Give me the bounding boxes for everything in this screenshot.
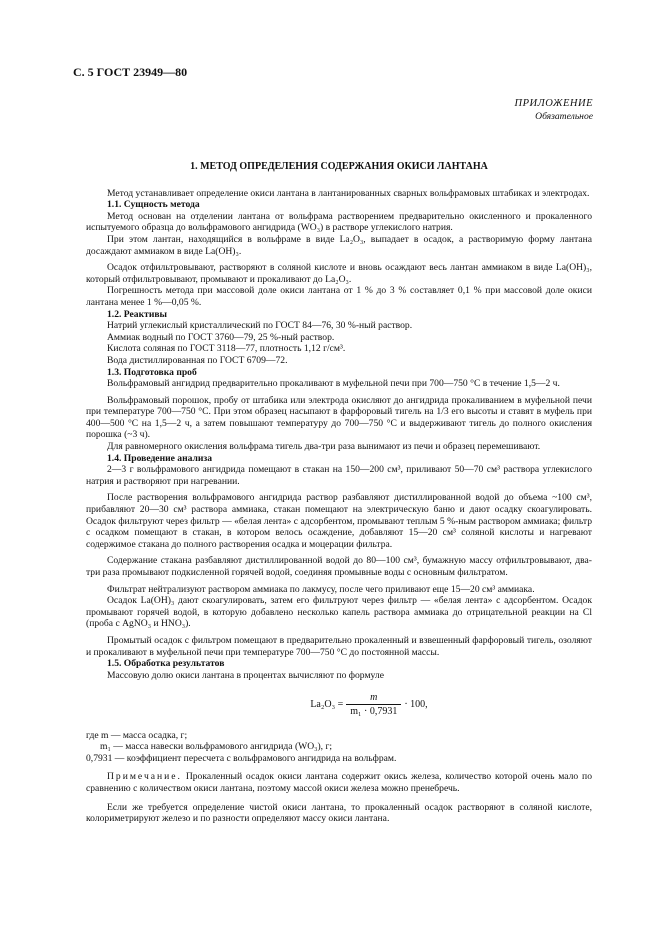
page-header: С. 5 ГОСТ 23949—80 xyxy=(73,65,188,79)
where-line: 0,7931 — коэффициент пересчета с вольфрамового ангидрида на вольфрам. xyxy=(86,752,397,764)
paragraph: Фильтрат нейтрализуют раствором аммиака по лакмусу, после чего приливают еще 15—20 см³ аммиака. xyxy=(107,583,535,595)
formula-numerator: m xyxy=(370,692,378,704)
intro-paragraph: Метод устанавливает определение окиси лантана в лантанированных сварных вольфрамовых штабиках и электродах. xyxy=(107,187,590,199)
section-title: 1. МЕТОД ОПРЕДЕЛЕНИЯ СОДЕРЖАНИЯ ОКИСИ ЛАНТАНА xyxy=(190,161,488,172)
heading-1-4: 1.4. Проведение анализа xyxy=(107,452,213,464)
paragraph: Для равномерного окисления вольфрама тигель два-три раза вынимают из печи и образец перемешивают. xyxy=(107,441,541,453)
reagent-item: Аммиак водный по ГОСТ 3760—79, 25 %-ный раствор. xyxy=(107,331,335,343)
appendix-type: Обязательное xyxy=(535,110,593,122)
paragraph: Массовую долю окиси лантана в процентах вычисляют по формуле xyxy=(107,669,384,681)
formula-denominator: m₁ · 0,7931 xyxy=(346,704,401,718)
paragraph: Осадок La(OH)₃ дают скоагулировать, затем его фильтруют через фильтр — «белая лента» с адсорбентом. Осадок промывают горячей водой, в которую добавлено несколько капель раствора аммиака до отрицательной реакции на Cl (проба с AgNO₃ и HNO₃). xyxy=(86,595,592,630)
heading-1-1: 1.1. Сущность метода xyxy=(107,199,200,211)
paragraph: Погрешность метода при массовой доле окиси лантана от 1 % до 3 % составляет 0,1 % при массовой доле окиси лантана менее 1 %—0,05 %. xyxy=(86,285,592,308)
formula xyxy=(146,692,592,717)
paragraph: После растворения вольфрамового ангидрида раствор разбавляют дистиллированной водой до объема ~100 см³, прибавляют 20—30 см³ раствора аммиака, стакан помещают на электрическую баню и дают осадку скоагулировать. Осадок фильтруют через фильтр — «белая лента» с адсорбентом, промывают теплым 5 %-ным раствором аммиака; фильтр с осадком помещают в стакан, в котором велось осаждение, добавляют 15—20 см³ соляной кислоты и нагревают содержимое стакана до полного растворения осадка и моцерации фильтра. xyxy=(86,492,592,550)
paragraph: Осадок отфильтровывают, растворяют в соляной кислоте и вновь осаждают весь лантан аммиаком в виде La(OH)₃, который отфильтровывают, промывают и прокаливают до La₂O₃. xyxy=(86,262,592,285)
heading-1-3: 1.3. Подготовка проб xyxy=(107,366,197,378)
paragraph: Вольфрамовый порошок, пробу от штабика или электрода окисляют до ангидрида прокаливанием в муфельной печи при температуре 700—750 °С. При этом образец насыпают в фарфоровый тигель на 1/3 его высоты и ставят в муфель при 400—500 °С на 1,5—2 ч, а затем повышают температуру до 700—750 °С и выдерживают тигель до полного окисления порошка (~3 ч). xyxy=(86,394,592,441)
paragraph: При этом лантан, находящийся в вольфраме в виде La₂O₃, выпадает в осадок, а растворимую форму лантана досаждают аммиаком в виде La(OH)₃. xyxy=(86,233,592,257)
formula-lhs: La₂O₃ = xyxy=(310,699,344,711)
paragraph: Вольфрамовый ангидрид предварительно прокаливают в муфельной печи при 700—750 °С в течение 1,5—2 ч. xyxy=(107,378,560,390)
paragraph: Метод основан на отделении лантана от вольфрама растворением предварительно окисленного и прокаленного испытуемого образца до вольфрамового ангидрида (WO₃) в растворе углекислого натрия. xyxy=(86,210,592,234)
note-paragraph xyxy=(86,771,592,794)
document-body xyxy=(86,161,592,825)
formula-fraction xyxy=(346,692,401,717)
heading-1-5: 1.5. Обработка результатов xyxy=(107,658,225,670)
formula-rhs: · 100, xyxy=(404,699,428,711)
heading-1-2: 1.2. Реактивы xyxy=(107,308,168,320)
paragraph: Промытый осадок с фильтром помещают в предварительно прокаленный и взвешенный фарфоровый тигель, озоляют и прокаливают в муфельной печи при температуре 700—750 °С до постоянной массы. xyxy=(86,634,592,658)
reagent-item: Кислота соляная по ГОСТ 3118—77, плотность 1,12 г/см³. xyxy=(107,343,346,355)
where-line: где m — масса осадка, г; xyxy=(86,729,188,741)
reagent-item: Натрий углекислый кристаллический по ГОСТ 84—76, 30 %-ный раствор. xyxy=(107,320,413,332)
appendix-block xyxy=(515,98,594,122)
note-text: Прокаленный осадок окиси лантана содержит окись железа, количество которой очень мало по сравнению с количеством окиси лантана, поэтому массой окиси железа можно пренебречь. xyxy=(86,771,592,794)
final-paragraph: Если же требуется определение чистой окиси лантана, то прокаленный осадок растворяют в соляной кислоте, колориметрируют железо и по разности определяют массу окиси лантана. xyxy=(86,801,592,825)
where-line: m₁ — масса навески вольфрамового ангидрида (WO₃), г; xyxy=(100,741,333,753)
paragraph: Содержание стакана разбавляют дистиллированной водой до 80—100 см³, бумажную массу отфильтровывают, два-три раза промывают подкисленной горячей водой, соединяя промывные воды с основным фильтратом. xyxy=(86,555,592,578)
reagent-item: Вода дистиллированная по ГОСТ 6709—72. xyxy=(107,354,288,366)
appendix-label: ПРИЛОЖЕНИЕ xyxy=(514,98,593,109)
note-label: Примечание. xyxy=(107,771,182,783)
paragraph: 2—3 г вольфрамового ангидрида помещают в стакан на 150—200 см³, приливают 50—70 см³ раствора углекислого натрия и растворяют при нагревании. xyxy=(86,464,592,487)
